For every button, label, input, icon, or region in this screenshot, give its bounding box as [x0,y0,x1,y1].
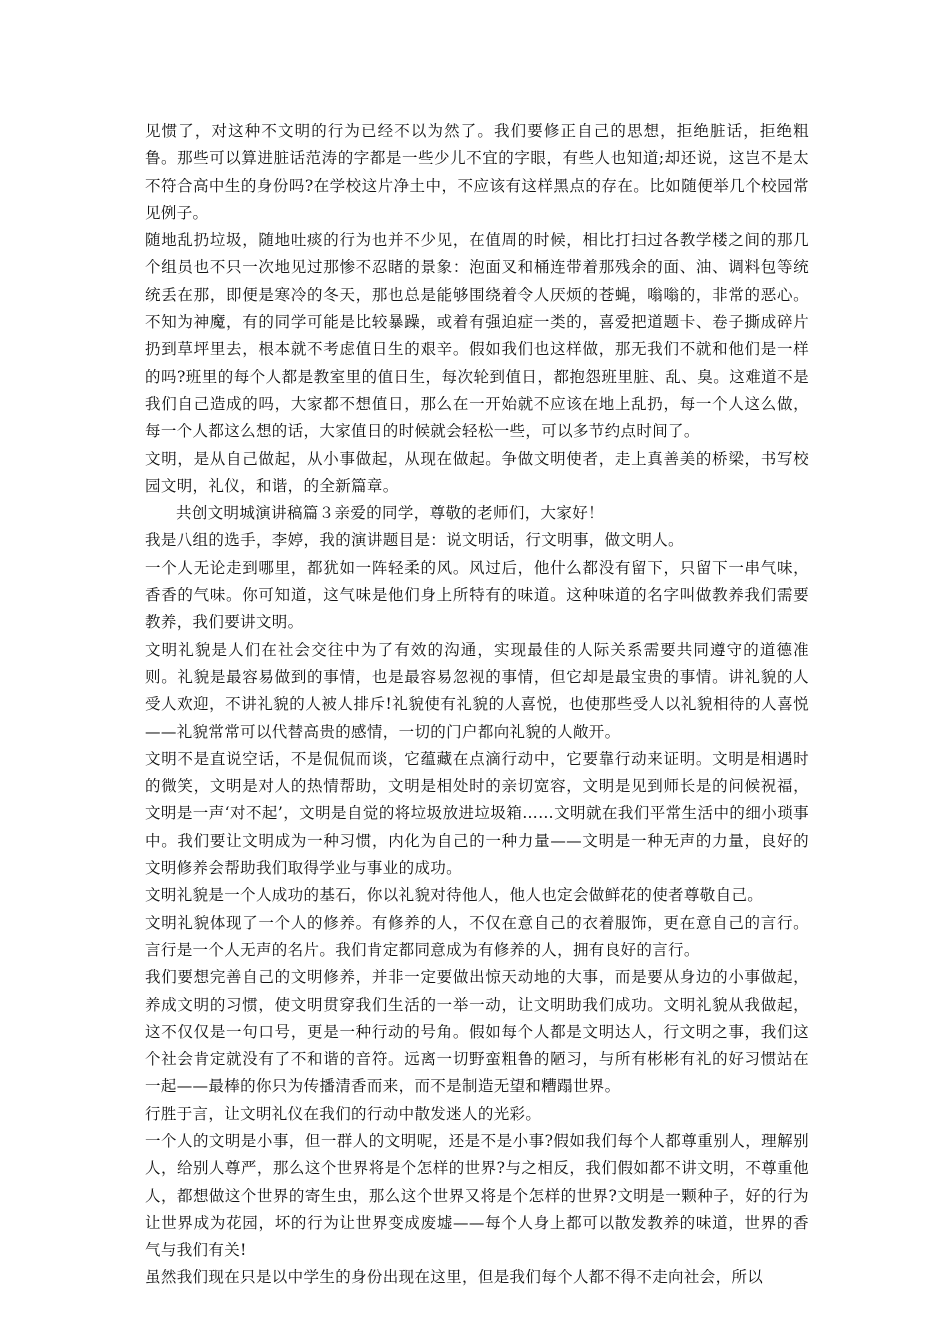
paragraph-12: 行胜于言，让文明礼仪在我们的行动中散发迷人的光彩。 [145,1104,542,1123]
paragraph-1: 见惯了，对这种不文明的行为已经不以为然了。我们要修正自己的思想，拒绝脏话，拒绝粗鲁。那些可以算进脏话范涛的字都是一些少儿不宜的字眼，有些人也知道;却还说，这岂不是太不符合高中生的身份吗?在学校这片净土中，不应该有这样黑点的存在。比如随便举几个校园常见例子。 [145,122,809,222]
paragraph-5: 我是八组的选手，李婷，我的演讲题目是：说文明话，行文明事，做文明人。 [145,531,684,550]
section-heading-paragraph: 共创文明城演讲稿篇３亲爱的同学，尊敬的老师们，大家好！ [176,504,604,523]
paragraph-10: 文明礼貌体现了一个人的修养。有修养的人，不仅在意自己的衣着服饰，更在意自己的言行。言行是一个人无声的名片。我们肯定都同意成为有修养的人，拥有良好的言行。 [145,913,809,959]
paragraph-13: 一个人的文明是小事，但一群人的文明呢，还是不是小事?假如我们每个人都尊重别人，理解别人，给别人尊严，那么这个世界将是个怎样的世界?与之相反，我们假如都不讲文明，不尊重他人，都想做这个世界的寄生虫，那么这个世界又将是个怎样的世界?文明是一颗种子，好的行为让世界成为花园，坏的行为让世界变成废墟——每个人身上都可以散发教养的味道，世界的香气与我们有关! [145,1131,809,1260]
paragraph-8: 文明不是直说空话，不是侃侃而谈，它蕴藏在点滴行动中，它要靠行动来证明。文明是相遇时的微笑，文明是对人的热情帮助，文明是相处时的亲切宽容，文明是见到师长是的问候祝福，文明是一声‘对不起’，文明是自觉的将垃圾放进垃圾箱……文明就在我们平常生活中的细小琐事中。我们要让文明成为一种习惯，内化为自己的一种力量——文明是一种无声的力量，良好的文明修养会帮助我们取得学业与事业的成功。 [145,749,809,878]
paragraph-2: 随地乱扔垃圾，随地吐痰的行为也并不少见，在值周的时候，相比打扫过各教学楼之间的那几个组员也不只一次地见过那惨不忍睹的景象：泡面叉和桶连带着那残余的面、油、调料包等统统丢在那，即便是寒冷的冬天，那也总是能够围绕着令人厌烦的苍蝇，嗡嗡的，非常的恶心。不知为神魔，有的同学可能是比较暴躁，或着有强迫症一类的，喜爱把道题卡、卷子撕成碎片扔到草坪里去，根本就不考虑值日生的艰辛。假如我们也这样做，那无我们不就和他们是一样的吗?班里的每个人都是教室里的值日生，每次轮到值日，都抱怨班里脏、乱、臭。这难道不是我们自己造成的吗，大家都不想值日，那么在一开始就不应该在地上乱扔，每一个人这么做，每一个人都这么想的话，大家值日的时候就会轻松一些，可以多节约点时间了。 [145,231,809,441]
paragraph-7: 文明礼貌是人们在社会交往中为了有效的沟通，实现最佳的人际关系需要共同遵守的道德准则。礼貌是最容易做到的事情，也是最容易忽视的事情，但它却是最宝贵的事情。讲礼貌的人受人欢迎，不讲礼貌的人被人排斥!礼貌使有礼貌的人喜悦，也使那些受人以礼貌相待的人喜悦——礼貌常常可以代替高贵的感情，一切的门户都向礼貌的人敞开。 [145,640,809,741]
paragraph-3: 文明，是从自己做起，从小事做起，从现在做起。争做文明使者，走上真善美的桥梁，书写校园文明，礼仪，和谐，的全新篇章。 [145,449,809,495]
paragraph-11: 我们要想完善自己的文明修养，并非一定要做出惊天动地的大事，而是要从身边的小事做起，养成文明的习惯，使文明贯穿我们生活的一举一动，让文明助我们成功。文明礼貌从我做起，这不仅仅是一句口号，更是一种行动的号角。假如每个人都是文明达人，行文明之事，我们这个社会肯定就没有了不和谐的音符。远离一切野蛮粗鲁的陋习，与所有彬彬有礼的好习惯站在一起——最棒的你只为传播清香而来，而不是制造无望和糟蹋世界。 [145,968,809,1096]
paragraph-9: 文明礼貌是一个人成功的基石，你以礼貌对待他人，他人也定会做鲜花的使者尊敬自己。 [145,886,764,905]
paragraph-6: 一个人无论走到哪里，都犹如一阵轻柔的风。风过后，他什么都没有留下，只留下一串气味，香香的气味。你可知道，这气味是他们身上所特有的味道。这种味道的名字叫做教养我们需要教养，我们要讲文明。 [145,558,809,632]
paragraph-14: 虽然我们现在只是以中学生的身份出现在这里，但是我们每个人都不得不走向社会，所以 [145,1268,764,1287]
document-page [145,118,809,1292]
